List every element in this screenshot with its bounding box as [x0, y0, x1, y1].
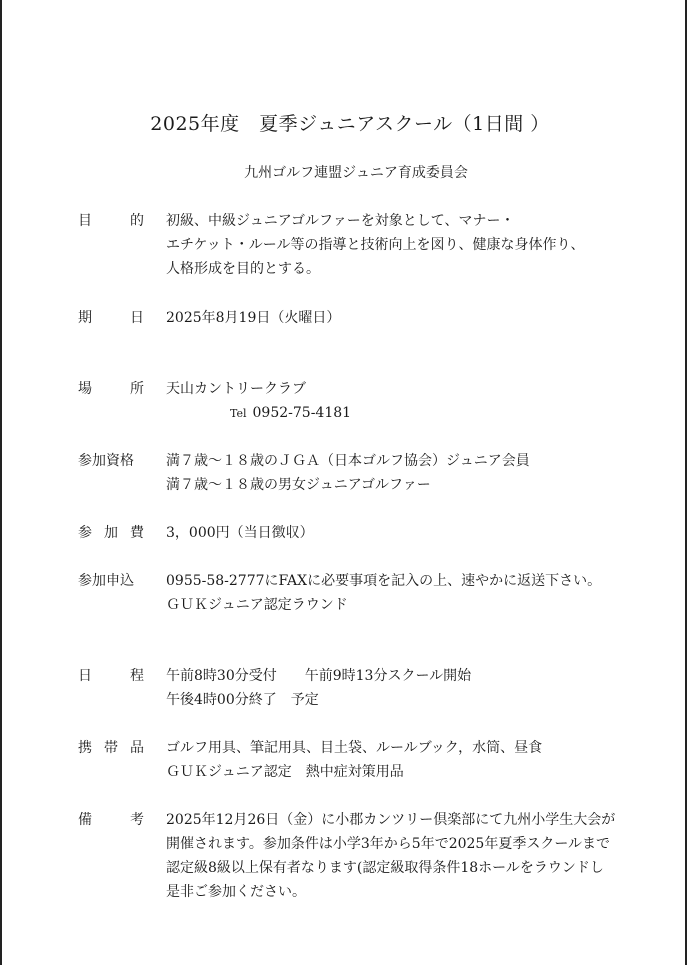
section-content-application	[166, 569, 656, 617]
section-label-date: 期 日	[78, 310, 144, 326]
document-title: 2025年度 夏季ジュニアスクール（1日間 ）	[150, 113, 550, 135]
page-border-left	[0, 0, 2, 965]
notes-line: 認定級8級以上保有者なります(認定級取得条件18ホールをラウンドし	[166, 860, 604, 876]
venue-tel	[166, 401, 656, 425]
section-label-application: 参加申込	[78, 573, 134, 589]
section-label-purpose: 目 的	[78, 213, 144, 229]
section-content-notes	[166, 808, 656, 904]
section-content-purpose	[166, 209, 656, 281]
notes-line: 開催されます。参加条件は小学3年から5年で2025年夏季スクールまで	[166, 836, 611, 852]
section-content-schedule	[166, 664, 656, 712]
section-content-belongings	[166, 736, 656, 784]
tel-number: 0952-75-4181	[252, 405, 352, 421]
section-content-date	[166, 306, 656, 330]
eligibility-line: 満７歳～１８歳の男女ジュニアゴルファー	[166, 477, 431, 493]
section-label-venue: 場 所	[78, 381, 144, 397]
notes-line: 2025年12月26日（金）に小郡カンツリー倶楽部にて九州小学生大会が	[166, 812, 616, 828]
date-line: 2025年8月19日（火曜日）	[166, 310, 341, 326]
fee-line: 3，000円（当日徴収）	[166, 525, 314, 541]
venue-name: 天山カントリークラブ	[166, 381, 306, 397]
section-content-fee	[166, 521, 656, 545]
eligibility-line: 満７歳～１８歳のＪＧＡ（日本ゴルフ協会）ジュニア会員	[166, 453, 530, 469]
belongings-line: ゴルフ用具、筆記用具、目土袋、ルールブック，水筒、昼食	[166, 740, 543, 756]
section-label-notes: 備 考	[78, 812, 144, 828]
section-content-eligibility	[166, 449, 656, 497]
application-line: 0955-58-2777にFAXに必要事項を記入の上、速やかに返送下さい。	[166, 573, 602, 589]
section-label-schedule: 日 程	[78, 668, 144, 684]
purpose-line: 初級、中級ジュニアゴルファーを対象として、マナー・	[166, 213, 515, 229]
purpose-line: エチケット・ルール等の指導と技術向上を図り、健康な身体作り、	[166, 237, 585, 253]
notes-line: 是非ご参加ください。	[166, 884, 306, 900]
purpose-line: 人格形成を目的とする。	[166, 261, 320, 277]
section-label-fee: 参 加 費	[78, 525, 144, 541]
application-line: ＧＵＫジュニア認定ラウンド	[166, 597, 348, 613]
tel-mark: Tel	[230, 407, 247, 420]
section-label-eligibility: 参加資格	[78, 453, 134, 469]
organizer-name: 九州ゴルフ連盟ジュニア育成委員会	[244, 165, 468, 181]
belongings-line: ＧＵＫジュニア認定 熱中症対策用品	[166, 764, 404, 780]
section-label-belongings: 携 帯 品	[78, 740, 144, 756]
schedule-line: 午前8時30分受付 午前9時13分スクール開始	[166, 668, 472, 684]
section-content-venue	[166, 377, 656, 425]
schedule-line: 午後4時00分終了 予定	[166, 692, 319, 708]
